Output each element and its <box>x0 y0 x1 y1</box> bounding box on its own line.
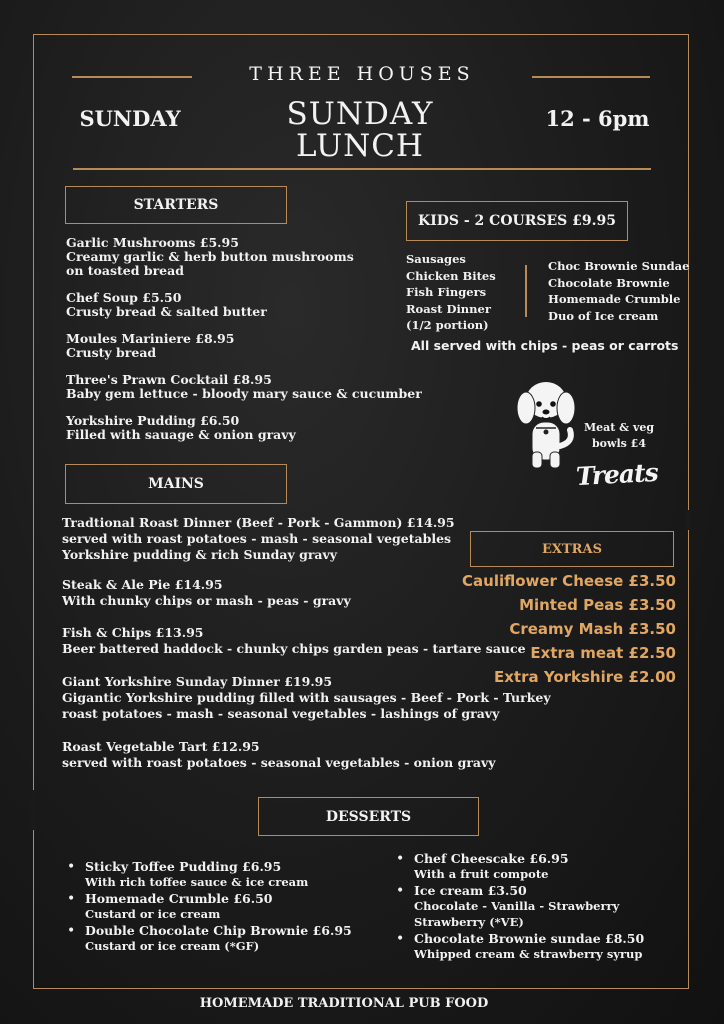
kids-mains-list <box>406 251 496 334</box>
main-item <box>62 739 551 771</box>
kids-dessert-item: Duo of Ice cream <box>548 308 659 323</box>
main-title: Tradtional Roast Dinner (Beef - Pork - Gammon) £14.95 <box>62 515 455 530</box>
frame-gap-left <box>31 790 37 830</box>
starter-title: Chef Soup £5.50 <box>66 290 182 305</box>
title-line-2: LUNCH <box>296 128 424 164</box>
dessert-item <box>63 923 352 954</box>
dessert-desc: Custard or ice cream (*GF) <box>85 939 260 953</box>
main-desc: Yorkshire pudding & rich Sunday gravy <box>62 547 338 562</box>
venue-name: THREE HOUSES <box>249 63 475 85</box>
kids-main-item: Chicken Bites <box>406 268 496 283</box>
dog-icon <box>512 376 582 472</box>
header-rule-bottom <box>73 168 651 170</box>
dessert-title: • Homemade Crumble £6.50 <box>85 891 273 906</box>
kids-heading: KIDS - 2 COURSES £9.95 <box>406 201 628 241</box>
kids-note: All served with chips - peas or carrots <box>411 338 679 353</box>
main-desc: With chunky chips or mash - peas - gravy <box>62 593 351 608</box>
starter-item <box>66 291 422 319</box>
main-desc: roast potatoes - mash - seasonal vegetables - lashings of gravy <box>62 706 500 721</box>
kids-main-item: Fish Fingers <box>406 285 487 299</box>
starter-title: Yorkshire Pudding £6.50 <box>66 413 240 428</box>
extra-item: Cauliflower Cheese £3.50 <box>462 572 676 590</box>
treats-line: Meat & veg <box>583 421 655 434</box>
kids-dessert-item: Homemade Crumble <box>548 292 681 306</box>
starter-desc: Creamy garlic & herb button mushrooms <box>66 249 354 264</box>
starter-item <box>66 236 422 278</box>
starter-title: Three's Prawn Cocktail £8.95 <box>66 372 272 387</box>
starter-desc: Crusty bread <box>66 345 157 360</box>
title-line-1: SUNDAY <box>286 96 434 132</box>
extra-item: Minted Peas £3.50 <box>519 596 676 614</box>
dessert-item <box>63 859 352 890</box>
main-title: Fish & Chips £13.95 <box>62 625 204 640</box>
starters-heading: STARTERS <box>65 186 287 224</box>
kids-dessert-item: Chocolate Brownie <box>548 275 670 290</box>
starter-item <box>66 332 422 360</box>
dessert-desc: With a fruit compote <box>414 867 549 881</box>
dessert-desc: With rich toffee sauce & ice cream <box>85 875 309 889</box>
main-desc: Beer battered haddock - chunky chips garden peas - tartare sauce <box>62 641 526 656</box>
kids-desserts-list <box>548 258 689 324</box>
dessert-desc: Strawberry (*VE) <box>414 915 524 929</box>
treats-text <box>582 420 656 452</box>
dessert-title: • Chef Cheescake £6.95 <box>414 851 569 866</box>
dessert-item <box>392 931 644 962</box>
kids-dessert-item: Choc Brownie Sundae <box>548 259 690 273</box>
footer-tagline: HOMEMADE TRADITIONAL PUB FOOD <box>199 996 489 1011</box>
dessert-item <box>392 851 644 882</box>
desserts-left-list <box>63 859 352 955</box>
treats-line: bowls £4 <box>591 437 646 450</box>
extras-heading: EXTRAS <box>470 531 674 567</box>
starter-title: Moules Mariniere £8.95 <box>66 331 235 346</box>
kids-main-item: (1/2 portion) <box>406 318 489 332</box>
treats-logo: Treats <box>575 457 659 492</box>
dessert-item <box>63 891 352 922</box>
kids-main-item: Sausages <box>406 252 466 266</box>
dessert-title: • Sticky Toffee Pudding £6.95 <box>85 859 282 874</box>
main-title: Giant Yorkshire Sunday Dinner £19.95 <box>62 674 333 689</box>
starter-desc: on toasted bread <box>66 263 184 278</box>
main-desc: served with roast potatoes - seasonal vegetables - onion gravy <box>62 755 496 770</box>
menu-frame <box>33 34 689 989</box>
dessert-title: • Chocolate Brownie sundae £8.50 <box>414 931 645 946</box>
main-title: Steak & Ale Pie £14.95 <box>62 577 223 592</box>
dessert-title: • Double Chocolate Chip Brownie £6.95 <box>85 923 352 938</box>
page-title <box>240 98 480 162</box>
starter-item <box>66 414 422 442</box>
mains-heading: MAINS <box>65 464 287 504</box>
dessert-item <box>392 883 644 930</box>
main-title: Roast Vegetable Tart £12.95 <box>62 739 260 754</box>
starter-desc: Baby gem lettuce - bloody mary sauce & cucumber <box>66 386 422 401</box>
starter-desc: Filled with sauage & onion gravy <box>66 427 296 442</box>
kids-main-item: Roast Dinner <box>406 301 491 316</box>
day-label: SUNDAY <box>79 106 181 131</box>
frame-gap-right <box>685 510 691 530</box>
extra-item: Extra Yorkshire £2.00 <box>494 668 676 686</box>
dessert-desc: Chocolate - Vanilla - Strawberry <box>414 899 620 913</box>
dessert-desc: Custard or ice cream <box>85 907 221 921</box>
kids-divider <box>525 265 527 317</box>
dessert-desc: Whipped cream & strawberry syrup <box>414 947 643 961</box>
dessert-title: • Ice cream £3.50 <box>414 883 527 898</box>
desserts-right-list <box>392 851 644 963</box>
starter-item <box>66 373 422 401</box>
starters-list <box>66 236 422 442</box>
header-rule-right <box>532 76 650 78</box>
starter-title: Garlic Mushrooms £5.95 <box>66 235 239 250</box>
main-desc: Gigantic Yorkshire pudding filled with sausages - Beef - Pork - Turkey <box>62 690 551 705</box>
starter-desc: Crusty bread & salted butter <box>66 304 267 319</box>
extras-list <box>440 569 676 689</box>
desserts-heading: DESSERTS <box>258 797 479 836</box>
extra-item: Creamy Mash £3.50 <box>509 620 676 638</box>
main-desc: served with roast potatoes - mash - seasonal vegetables <box>62 531 452 546</box>
hours-label: 12 - 6pm <box>545 106 650 131</box>
header-rule-left <box>72 76 192 78</box>
extra-item: Extra meat £2.50 <box>530 644 676 662</box>
